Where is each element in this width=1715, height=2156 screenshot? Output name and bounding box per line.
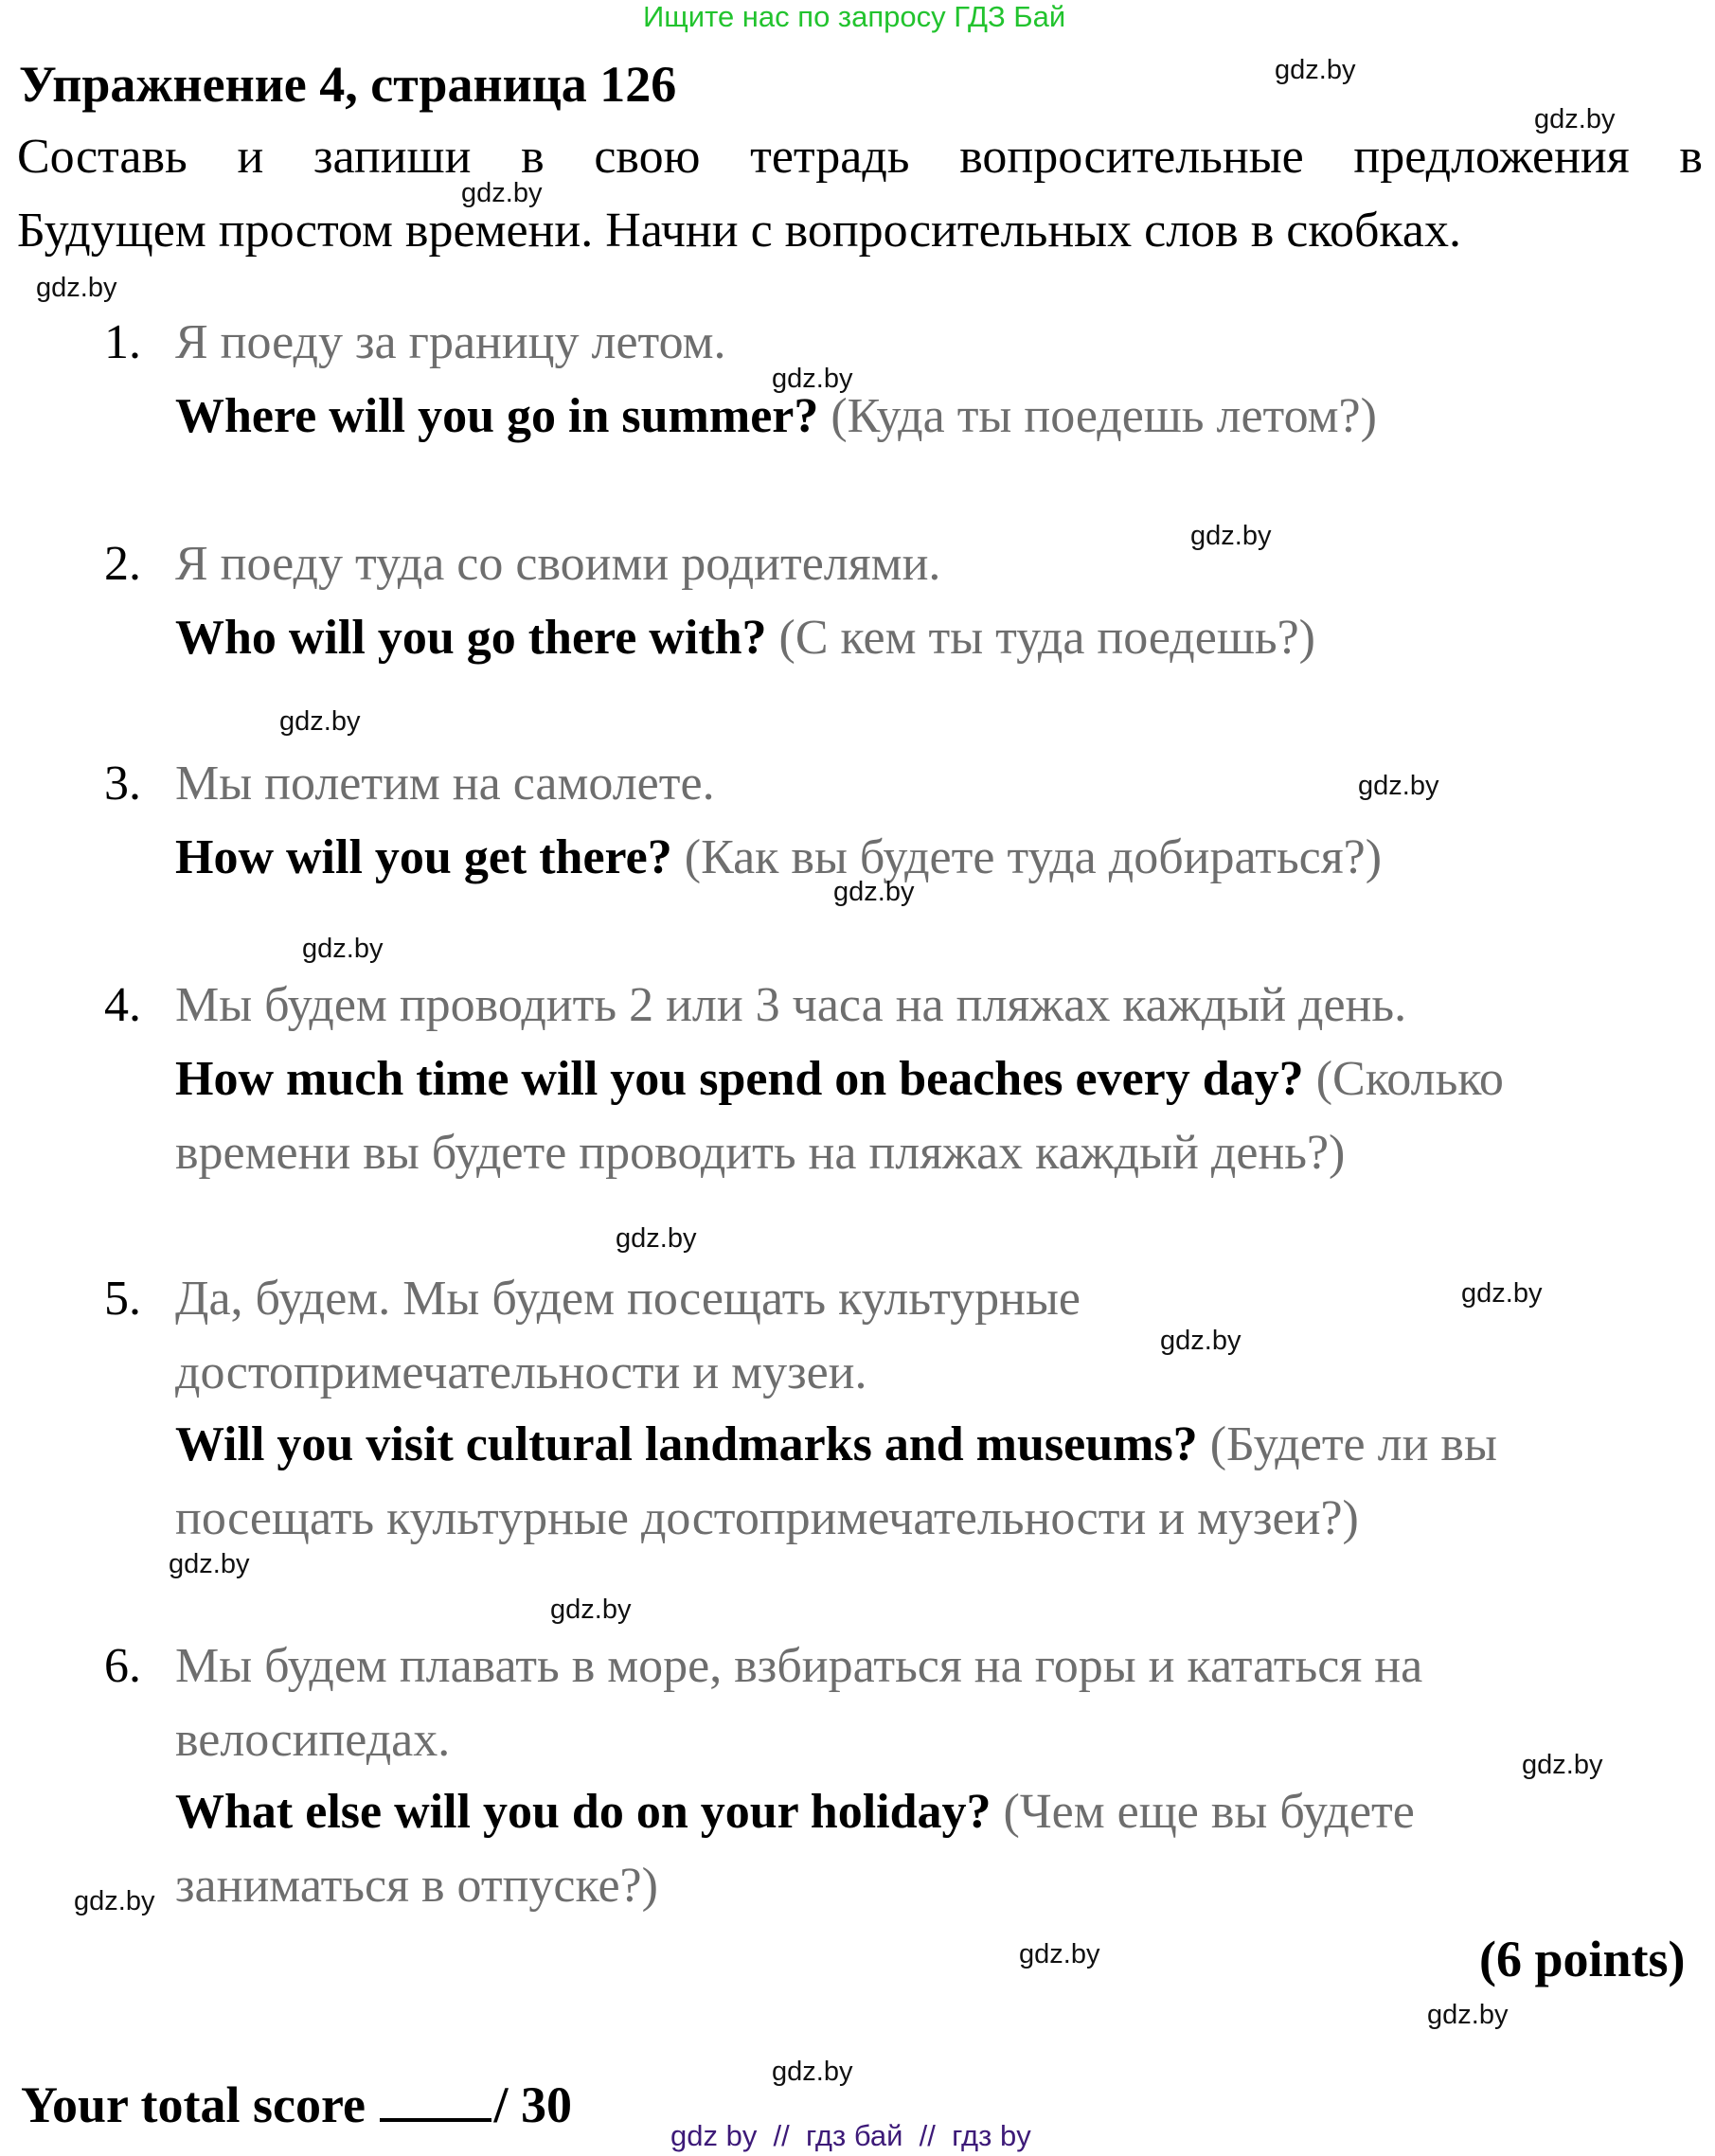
watermark: gdz.by (616, 1223, 697, 1254)
instruction-word: запиши (313, 130, 472, 184)
task-instruction (17, 130, 1703, 258)
score-blank (380, 2080, 491, 2122)
item-number: 2. (104, 537, 141, 591)
item-question: How will you get there? (175, 830, 672, 884)
footer-links: gdz by // гдз бай // гдз by (670, 2119, 1031, 2152)
watermark: gdz.by (550, 1595, 632, 1625)
item-question: Will you visit cultural landmarks and museums? (175, 1417, 1198, 1471)
item-translation-cont: времени вы будете проводить на пляжах каждый день?) (175, 1126, 1346, 1180)
item-number: 1. (104, 315, 141, 369)
item-statement-cont: велосипедах. (175, 1713, 451, 1767)
instruction-word: свою (594, 130, 701, 184)
watermark: gdz.by (1427, 2000, 1509, 2030)
item-question: Who will you go there with? (175, 611, 767, 665)
watermark: gdz.by (772, 364, 853, 394)
item-answer (175, 611, 1315, 665)
score-total: / 30 (493, 2076, 572, 2133)
item-statement: Мы будем проводить 2 или 3 часа на пляжах каждый день. (175, 978, 1407, 1032)
watermark: gdz.by (74, 1886, 155, 1916)
instruction-line-1 (17, 130, 1703, 184)
search-hint-banner: Ищите нас по запросу ГДЗ Бай (643, 0, 1066, 33)
item-translation-cont: заниматься в отпуске?) (175, 1859, 658, 1913)
item-answer (175, 1052, 1504, 1106)
watermark: gdz.by (1534, 104, 1616, 134)
watermark: gdz.by (1019, 1939, 1100, 1969)
score-label: Your total score (21, 2076, 366, 2133)
watermark: gdz.by (461, 178, 543, 208)
total-score (21, 2076, 572, 2133)
instruction-word: вопросительные (959, 130, 1304, 184)
item-statement: Мы будем плавать в море, взбираться на горы и кататься на (175, 1639, 1423, 1693)
item-answer (175, 389, 1377, 443)
item-translation: (Сколько (1315, 1052, 1504, 1106)
item-statement: Да, будем. Мы будем посещать культурные (175, 1272, 1081, 1326)
watermark: gdz.by (1160, 1326, 1242, 1356)
watermark: gdz.by (1275, 55, 1356, 85)
watermark: gdz.by (279, 706, 361, 737)
item-question: Where will you go in summer? (175, 389, 819, 443)
item-translation-cont: посещать культурные достопримечательности и музеи?) (175, 1491, 1359, 1545)
instruction-word: предложения (1353, 130, 1630, 184)
watermark: gdz.by (36, 273, 117, 303)
item-answer (175, 830, 1383, 884)
instruction-word: в (521, 130, 545, 184)
item-answer (175, 1417, 1497, 1471)
item-translation: (Как вы будете туда добираться?) (684, 830, 1383, 884)
watermark: gdz.by (1190, 521, 1272, 551)
instruction-word: тетрадь (750, 130, 910, 184)
item-number: 4. (104, 978, 141, 1032)
instruction-word: и (237, 130, 264, 184)
watermark: gdz.by (1358, 771, 1439, 801)
watermark: gdz.by (169, 1549, 250, 1579)
points-label: (6 points) (1479, 1931, 1686, 1987)
watermark: gdz.by (302, 934, 384, 964)
item-statement: Мы полетим на самолете. (175, 757, 715, 811)
item-question: How much time will you spend on beaches every day? (175, 1052, 1304, 1106)
item-answer (175, 1785, 1415, 1839)
item-number: 6. (104, 1639, 141, 1693)
watermark: gdz.by (1522, 1750, 1603, 1780)
item-statement: Я поеду туда со своими родителями. (175, 537, 941, 591)
watermark: gdz.by (772, 2057, 853, 2087)
item-translation: (С кем ты туда поедешь?) (778, 611, 1315, 665)
page-title: Упражнение 4, страница 126 (19, 56, 677, 113)
item-statement-cont: достопримечательности и музеи. (175, 1345, 867, 1399)
item-number: 5. (104, 1272, 141, 1326)
watermark: gdz.by (1461, 1278, 1543, 1309)
item-translation: (Будете ли вы (1209, 1417, 1497, 1471)
item-question: What else will you do on your holiday? (175, 1785, 991, 1839)
instruction-word: Составь (17, 130, 188, 184)
item-statement: Я поеду за границу летом. (175, 315, 726, 369)
watermark: gdz.by (833, 877, 915, 907)
item-translation: (Чем еще вы будете (1003, 1785, 1415, 1839)
item-translation: (Куда ты поедешь летом?) (831, 389, 1377, 443)
instruction-line-2: Будущем простом времени. Начни с вопросительных слов в скобках. (17, 204, 1461, 258)
item-number: 3. (104, 757, 141, 811)
instruction-word: в (1679, 130, 1703, 184)
